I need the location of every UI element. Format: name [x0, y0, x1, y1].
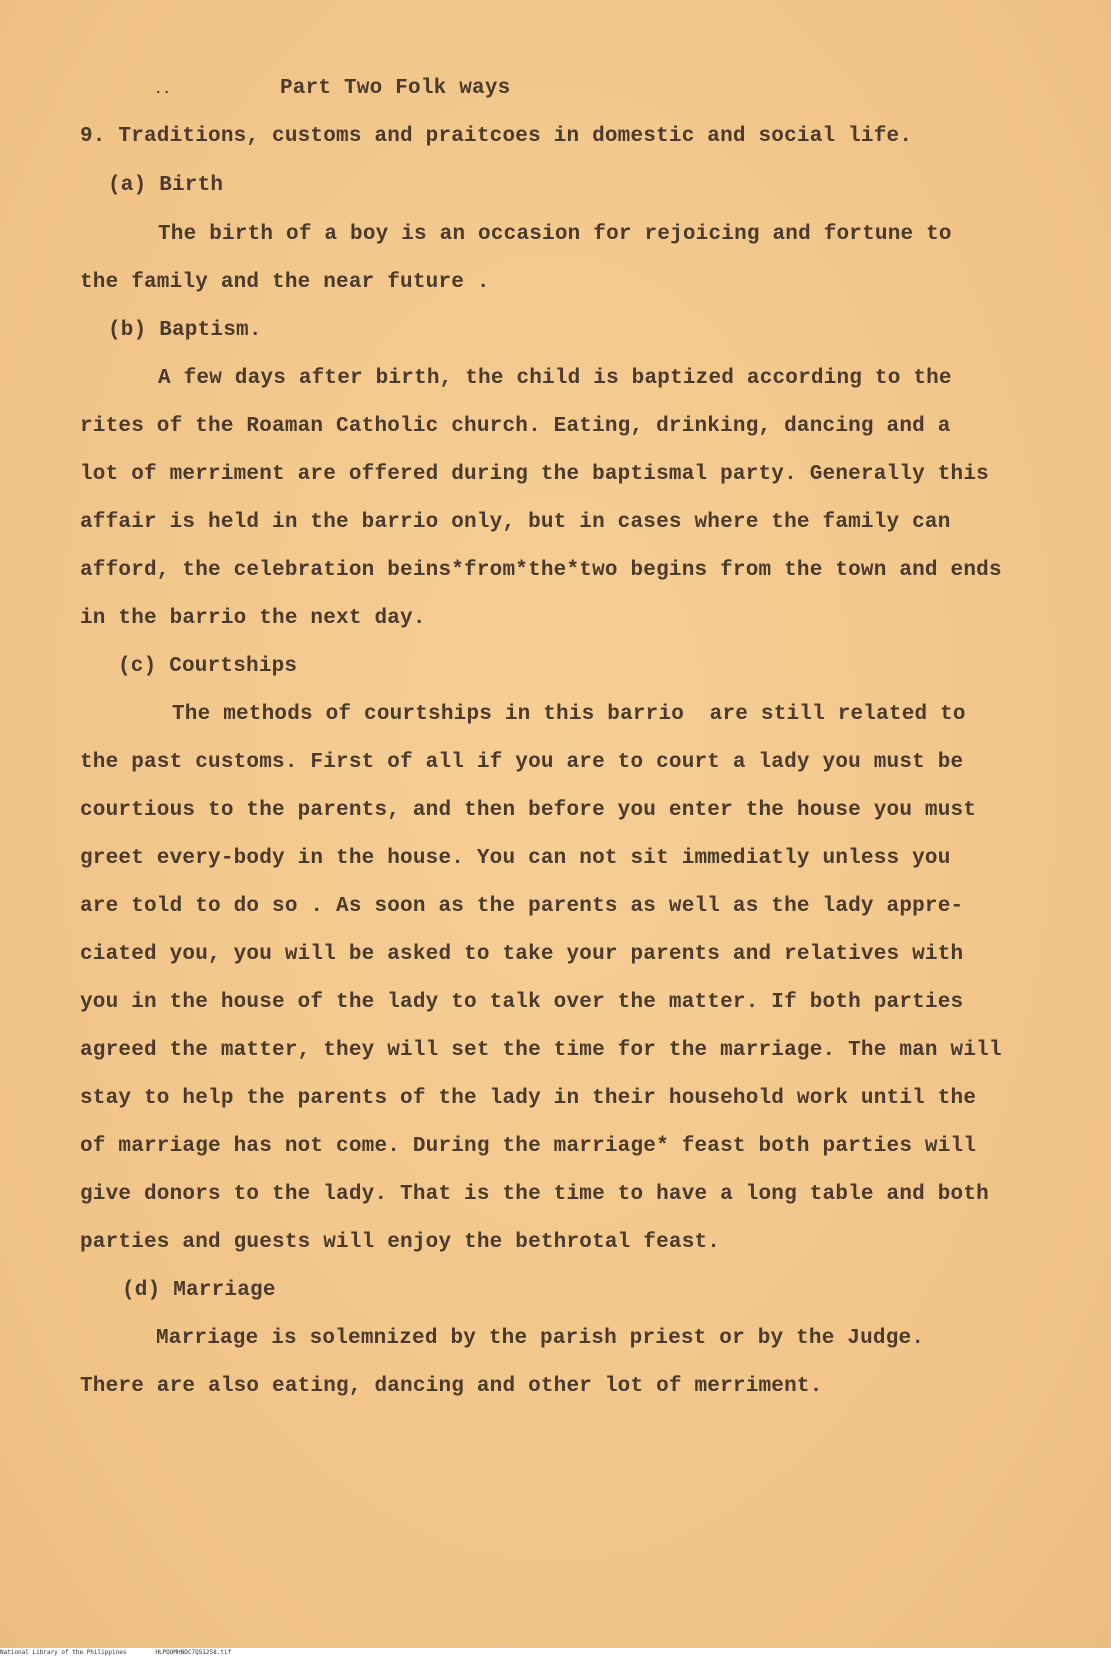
marriage-heading: (d) Marriage [122, 1279, 276, 1302]
marriage-line: There are also eating, dancing and other lot of merriment. [80, 1375, 823, 1398]
baptism-heading: (b) Baptism. [108, 319, 262, 342]
baptism-line: affair is held in the barrio only, but in cases where the family can [80, 511, 951, 534]
birth-line: the family and the near future . [80, 271, 490, 294]
baptism-line: in the barrio the next day. [80, 607, 426, 630]
page-marks: .. [154, 82, 171, 98]
courtship-line: the past customs. First of all if you are to court a lady you must be [80, 751, 964, 774]
file-id: HLPOOMHNDC7Q51258.tif [155, 1649, 232, 1656]
courtship-line: ciated you, you will be asked to take your parents and relatives with [80, 943, 964, 966]
courtship-line: parties and guests will enjoy the bethrotal feast. [80, 1231, 721, 1254]
baptism-line: lot of merriment are offered during the baptismal party. Generally this [80, 463, 989, 486]
courtship-line: greet every-body in the house. You can not sit immediatly unless you [80, 847, 951, 870]
baptism-line: rites of the Roaman Catholic church. Eating, drinking, dancing and a [80, 415, 951, 438]
courtship-line: agreed the matter, they will set the time for the marriage. The man will [80, 1039, 1002, 1062]
courtship-line: are told to do so . As soon as the parents as well as the lady appre- [80, 895, 964, 918]
courtship-line: The methods of courtships in this barrio are still related to [172, 703, 966, 726]
courtship-line: give donors to the lady. That is the time to have a long table and both [80, 1183, 989, 1206]
library-credit: National Library of the Philippines [0, 1649, 127, 1656]
baptism-line: afford, the celebration beins*from*the*two begins from the town and ends [80, 559, 1002, 582]
marriage-line: Marriage is solemnized by the parish priest or by the Judge. [156, 1327, 925, 1350]
birth-heading: (a) Birth [108, 174, 224, 197]
courtship-line: you in the house of the lady to talk over the matter. If both parties [80, 991, 964, 1014]
scan-footer [0, 1648, 1111, 1658]
courtship-line: stay to help the parents of the lady in their household work until the [80, 1087, 977, 1110]
courtship-line: courtious to the parents, and then before you enter the house you must [80, 799, 977, 822]
birth-line: The birth of a boy is an occasion for rejoicing and fortune to [158, 223, 952, 246]
courtship-line: of marriage has not come. During the marriage* feast both parties will [80, 1135, 977, 1158]
page-title: Part Two Folk ways [280, 77, 511, 100]
baptism-line: A few days after birth, the child is baptized according to the [158, 367, 952, 390]
courtship-heading: (c) Courtships [118, 655, 298, 678]
section-heading: 9. Traditions, customs and praitcoes in domestic and social life. [80, 125, 913, 148]
